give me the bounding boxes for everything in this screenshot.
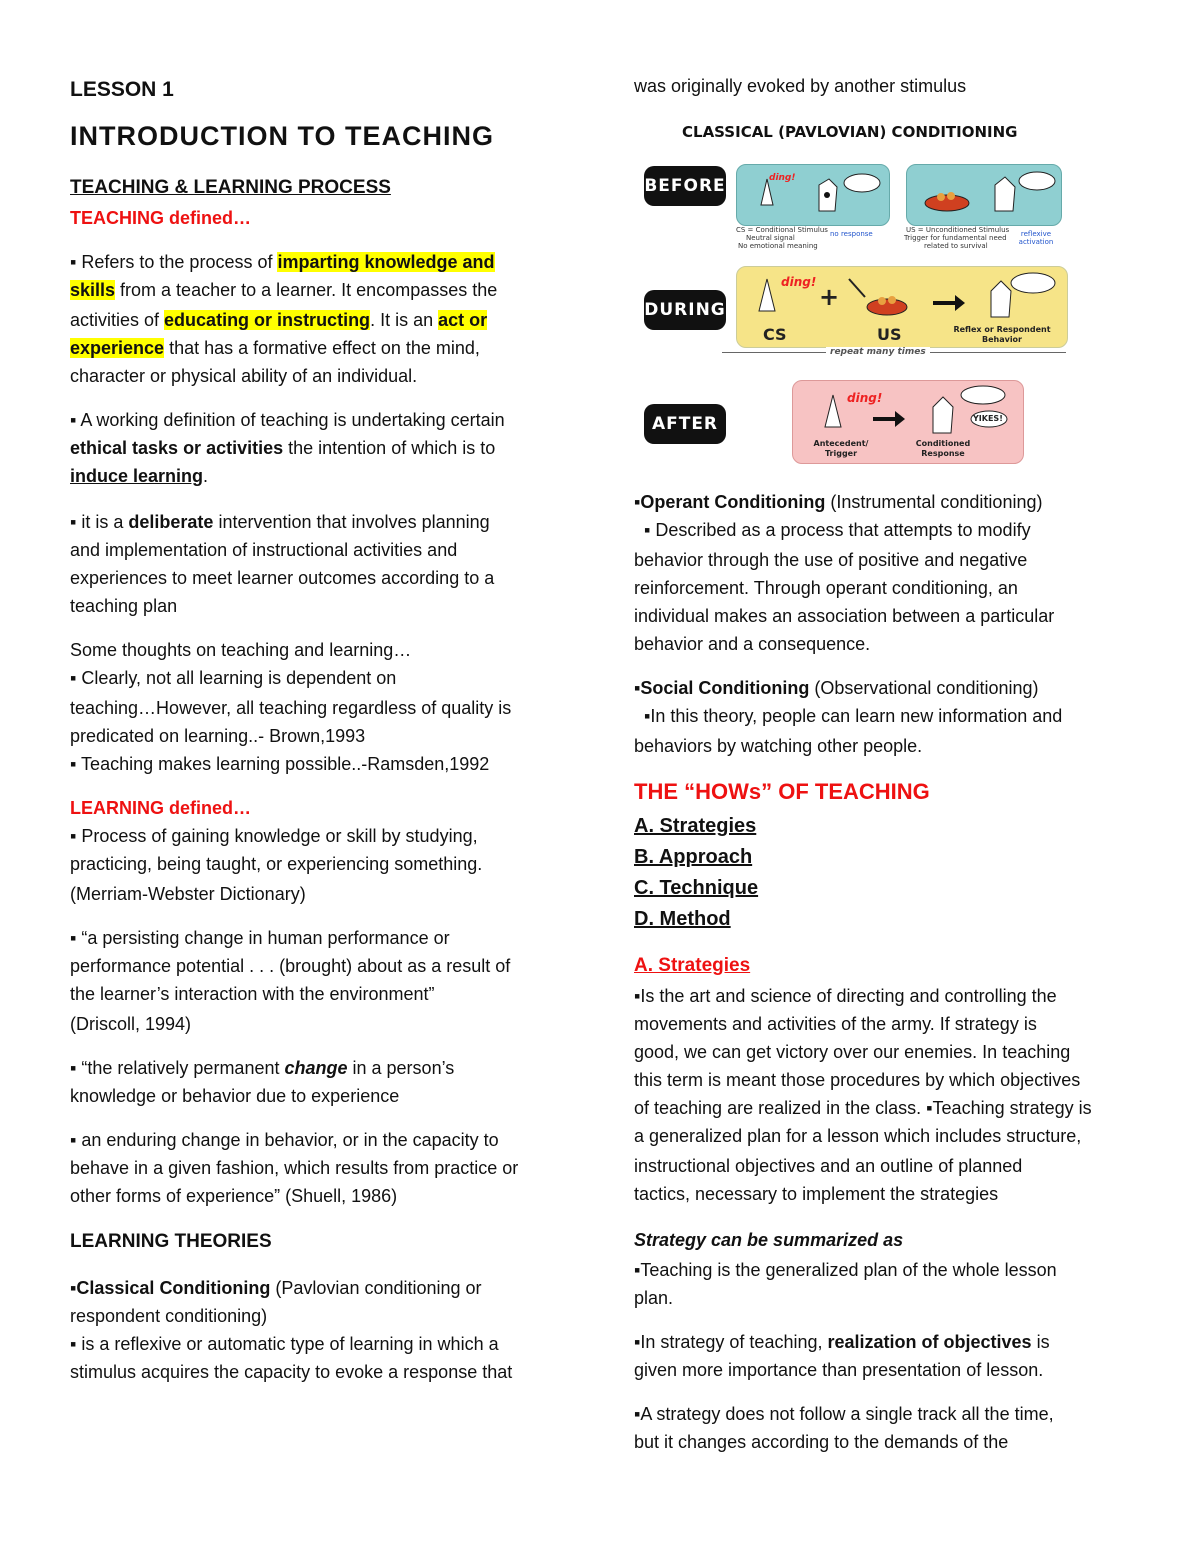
paragraph-line: ▪ “a persisting change in human performance or [70,928,450,948]
no-response-note: no response [830,230,873,238]
learning-theories-heading: LEARNING THEORIES [70,1231,272,1252]
paragraph-line: was originally evoked by another stimulus [634,76,967,96]
list-item: A. Strategies [634,815,757,837]
us-note: related to survival [924,242,988,250]
hows-heading: THE “HOWs” OF TEACHING [634,779,930,804]
paragraph-line: but it changes according to the demands of the [634,1432,1009,1452]
paragraph-line: ▪ an enduring change in behavior, or in the capacity to [70,1130,499,1150]
paragraph-line: ▪Classical Conditioning (Pavlovian conditioning or [70,1278,482,1298]
paragraph-line: stimulus acquires the capacity to evoke a response that [70,1362,513,1382]
list-item: D. Method [634,908,731,930]
paragraph-line: behavior and a consequence. [634,634,871,654]
paragraph-line: activities of educating or instructing. It is an act or [70,310,488,330]
paragraph-line: individual makes an association between a particular [634,606,1055,626]
list-item: B. Approach [634,846,753,868]
paragraph-line: respondent conditioning) [70,1306,268,1326]
paragraph-line: given more importance than presentation of lesson. [634,1360,1044,1380]
conditioned-label: Conditioned Response [915,439,971,458]
paragraph-line: ▪In strategy of teaching, realization of objectives is [634,1332,1050,1352]
paragraph-line: ▪Operant Conditioning (Instrumental conditioning) [634,492,1043,512]
paragraph-line: plan. [634,1288,674,1308]
list-item: C. Technique [634,877,759,899]
paragraph-line: ▪Teaching is the generalized plan of the whole lesson [634,1260,1057,1280]
after-label: AFTER [644,404,726,444]
paragraph-line: skills from a teacher to a learner. It encompasses the [70,280,498,300]
lesson-label: LESSON 1 [70,78,174,101]
paragraph-line: experiences to meet learner outcomes according to a [70,568,495,588]
antecedent-label: Antecedent/ Trigger [813,439,869,458]
paragraph-line: the learner’s interaction with the environment” [70,984,435,1004]
before-panel-cs [736,164,890,226]
paragraph-line: experience that has a formative effect on the mind, [70,338,480,358]
paragraph-line: performance potential . . . (brought) about as a result of [70,956,511,976]
paragraph-line: knowledge or behavior due to experience [70,1086,400,1106]
cs-note: CS = Conditional Stimulus [736,226,828,234]
plus-sign: + [819,283,840,311]
cs-label: CS [763,325,787,344]
after-panel [792,380,1024,464]
during-panel [736,266,1068,348]
yikes-text: YIKES! [973,414,1003,423]
paragraph-line: tactics, necessary to implement the strategies [634,1184,999,1204]
us-note: US = Unconditioned Stimulus [906,226,1010,234]
paragraph-line: ▪ A working definition of teaching is undertaking certain [70,410,505,430]
conditioning-diagram [634,118,1084,468]
summary-heading: Strategy can be summarized as [634,1230,904,1250]
us-note: Trigger for fundamental need [904,234,1007,242]
paragraph-line: induce learning. [70,466,209,486]
paragraph-line: teaching plan [70,596,178,616]
paragraph-line: ▪ it is a deliberate intervention that involves planning [70,512,490,532]
paragraph-line: other forms of experience” (Shuell, 1986) [70,1186,398,1206]
paragraph-line: instructional objectives and an outline of planned [634,1156,1023,1176]
learning-defined-heading: LEARNING defined… [70,798,252,818]
paragraph-line: ▪ Described as a process that attempts to modify [644,520,1031,540]
paragraph-line: teaching…However, all teaching regardless of quality is [70,698,512,718]
paragraph-line: ▪ Clearly, not all learning is dependent on [70,668,397,688]
paragraph-line: ▪ Teaching makes learning possible..-Ramsden,1992 [70,754,490,774]
paragraph-line: ▪In this theory, people can learn new information and [644,706,1063,726]
paragraph-line: ethical tasks or activities the intention of which is to [70,438,496,458]
paragraph-line: this term is meant those procedures by which objectives [634,1070,1081,1090]
ding-text: ding! [847,391,883,405]
us-label: US [877,325,902,344]
paragraph-line: ▪ “the relatively permanent change in a person’s [70,1058,455,1078]
paragraph-line: ▪ is a reflexive or automatic type of learning in which a [70,1334,499,1354]
teaching-defined-heading: TEACHING defined… [70,208,252,228]
strategies-heading: A. Strategies [634,955,751,976]
paragraph-line: predicated on learning..- Brown,1993 [70,726,366,746]
reflex-note: reflexive activation [1018,230,1054,246]
paragraph-line: movements and activities of the army. If strategy is [634,1014,1037,1034]
paragraph-line: reinforcement. Through operant conditioning, an [634,578,1018,598]
paragraph-line: (Merriam-Webster Dictionary) [70,884,306,904]
section-heading: TEACHING & LEARNING PROCESS [70,177,391,198]
paragraph-line: ▪Is the art and science of directing and controlling the [634,986,1057,1006]
paragraph-line: ▪A strategy does not follow a single track all the time, [634,1404,1054,1424]
paragraph-line: a generalized plan for a lesson which includes structure, [634,1126,1082,1146]
paragraph-line: behavior through the use of positive and negative [634,550,1028,570]
paragraph-line: ▪ Refers to the process of imparting knowledge and [70,252,495,272]
paragraph-line: good, we can get victory over our enemies. In teaching [634,1042,1071,1062]
paragraph-line: (Driscoll, 1994) [70,1014,192,1034]
paragraph-line: Some thoughts on teaching and learning… [70,640,412,660]
cs-note: No emotional meaning [738,242,818,250]
reflex-label: Reflex or Respondent Behavior [953,325,1051,344]
paragraph-line: behaviors by watching other people. [634,736,923,756]
paragraph-line: ▪ Process of gaining knowledge or skill by studying, [70,826,478,846]
repeat-label: repeat many times [826,347,930,357]
paragraph-line: and implementation of instructional activities and [70,540,458,560]
page-title: INTRODUCTION TO TEACHING [70,121,494,151]
paragraph-line: character or physical ability of an individual. [70,366,418,386]
paragraph-line: of teaching are realized in the class. ▪Teaching strategy is [634,1098,1092,1118]
ding-text: ding! [769,173,796,183]
during-label: DURING [644,290,726,330]
ding-text: ding! [781,275,817,289]
paragraph-line: practicing, being taught, or experiencing something. [70,854,483,874]
cs-note: Neutral signal [746,234,795,242]
food-dog-icon [907,165,1061,225]
before-panel-us [906,164,1062,226]
paragraph-line: ▪Social Conditioning (Observational conditioning) [634,678,1039,698]
paragraph-line: behave in a given fashion, which results from practice or [70,1158,519,1178]
before-label: BEFORE [644,166,726,206]
bell-dog-icon [737,165,889,225]
diagram-title: CLASSICAL (PAVLOVIAN) CONDITIONING [682,123,1018,141]
